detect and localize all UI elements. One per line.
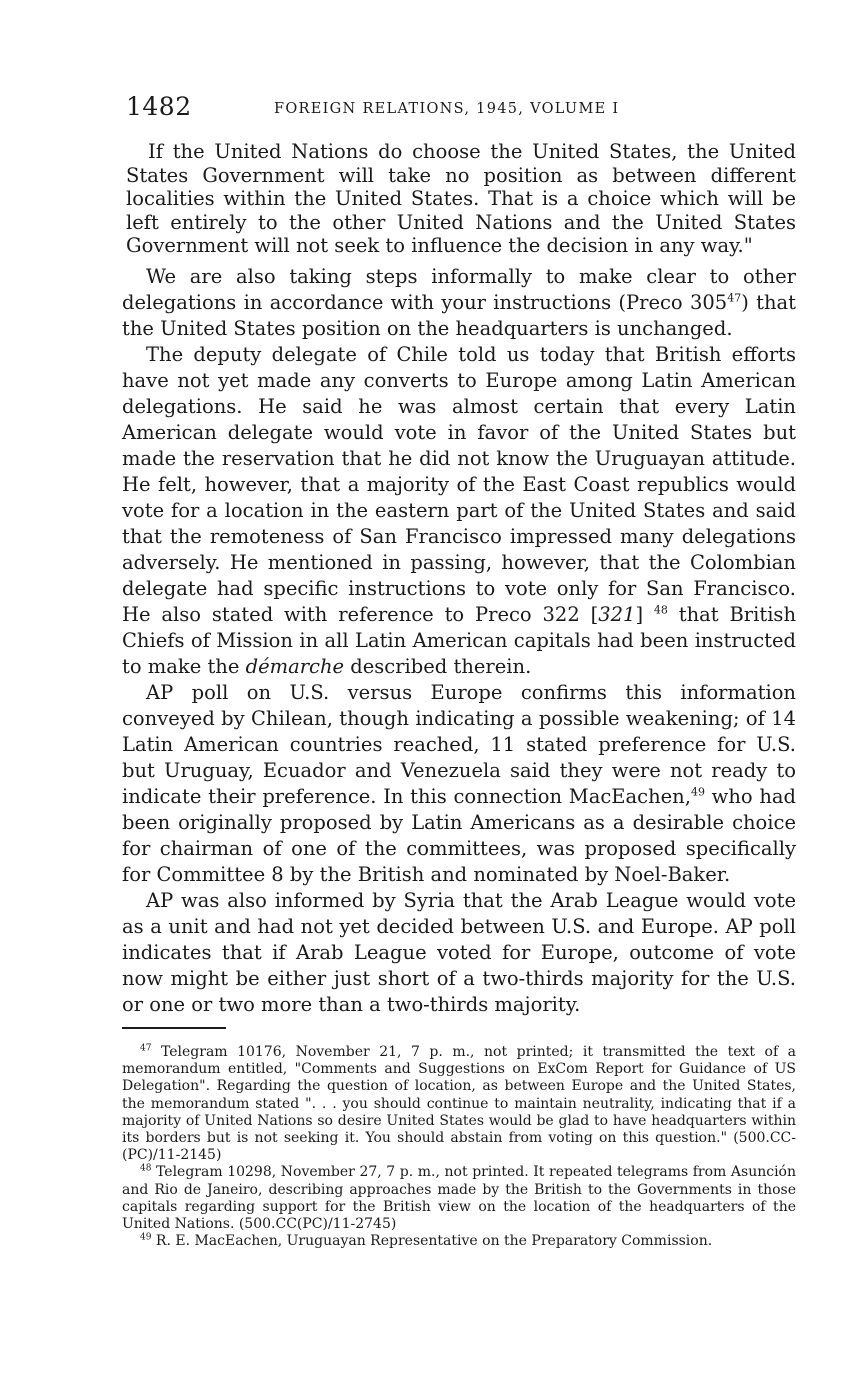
footnote-number: 47 xyxy=(140,1043,152,1054)
footnote-47 xyxy=(122,1044,796,1164)
paragraph-2-bracket-close: ] xyxy=(635,603,644,626)
paragraph-1-text-a: We are also taking steps informally to make clear to other delegations in accordance with your instructions (Preco 305 xyxy=(122,265,796,314)
paragraph-2-bracket-number: 321 xyxy=(598,603,636,626)
footnote-text: Telegram 10176, November 21, 7 p. m., not printed; it transmitted the text of a memorandum entitled, "Comments and Suggestions on ExCom Report for Guidance of US Delegation". Regarding the question of location, as between Europe and the United States, the memorandum stated ". . . you should continue to maintain neutrality, indicating that if a majority of United Nations so desire United States would be glad to have headquarters within its borders but is not seeking it. You should abstain from voting on this question." (500.CC-(PC)/11-2145) xyxy=(122,1044,797,1164)
footnote-number: 48 xyxy=(140,1163,152,1174)
page-number: 1482 xyxy=(126,92,192,121)
paragraph-2-text-a: The deputy delegate of Chile told us today that British efforts have not yet made any converts to Europe among Latin American delegations. He said he was almost certain that every Latin American delegate would vote in favor of the United States but made the reservation that he did not know the Uruguayan attitude. He felt, however, that a majority of the East Coast republics would vote for a location in the eastern part of the United States and said that the remoteness of San Francisco impressed many delegations adversely. He mentioned in passing, however, that the Colombian delegate had specific instructions to vote only for San Francisco. He also stated with reference to Preco 322 [ xyxy=(122,343,796,626)
footnote-ref-47[interactable]: 47 xyxy=(727,291,742,305)
paragraph-3-text-b: who had been originally proposed by Latin Americans as a desirable choice for chairman of one of the committees, was proposed specifically for Committee 8 by the British and nominated by Noel-Baker. xyxy=(122,785,796,886)
footnote-number: 49 xyxy=(140,1232,152,1243)
footnotes xyxy=(122,1044,796,1250)
running-head: FOREIGN RELATIONS, 1945, VOLUME I xyxy=(274,101,620,117)
paragraph-2-text-b: that British Chiefs of Mission in all Latin American capitals had been instructed to make the xyxy=(122,603,796,678)
paragraph-4: AP was also informed by Syria that the Arab League would vote as a unit and had not yet decided between U.S. and Europe. AP poll indicates that if Arab League voted for Europe, outcome of vote now might be either just short of a two-thirds majority for the U.S. or one or two more than a two-thirds majority. xyxy=(122,889,796,1016)
quoted-passage xyxy=(126,140,796,258)
footnote-text: R. E. MacEachen, Uruguayan Representative on the Preparatory Commission. xyxy=(155,1233,713,1250)
page-header xyxy=(126,92,796,122)
paragraph-1 xyxy=(122,264,796,342)
paragraph-1-text-b: ) that the United States position on the headquarters is unchanged. xyxy=(122,291,796,340)
paragraph-3 xyxy=(122,680,796,888)
quote-paragraph: If the United Nations do choose the United States, the United States Government will take no position as between different localities within the United States. That is a choice which will be left entirely to the other United Nations and the United States Government will not seek to influence the decision in any way." xyxy=(126,140,796,257)
paragraph-2-text-c: described therein. xyxy=(344,655,532,678)
footnote-49 xyxy=(122,1233,796,1250)
paragraph-2-italic-term: démarche xyxy=(245,655,345,678)
footnote-ref-48[interactable]: 48 xyxy=(653,603,668,617)
footnote-ref-49[interactable]: 49 xyxy=(690,785,705,799)
footnote-text: Telegram 10298, November 27, 7 p. m., not printed. It repeated telegrams from Asunción and Rio de Janeiro, describing approaches made by the British to the Governments in those capitals regarding support for the British view on the location of the headquarters of the United Nations. (500.CC(PC)/11-2745) xyxy=(122,1164,796,1233)
footnote-divider xyxy=(122,1027,226,1029)
footnote-48 xyxy=(122,1164,796,1233)
paragraph-3-text-a: AP poll on U.S. versus Europe confirms this information conveyed by Chilean, though indicating a possible weakening; of 14 Latin American countries reached, 11 stated preference for U.S. but Uruguay, Ecuador and Venezuela said they were not ready to indicate their preference. In this connection MacEachen, xyxy=(122,681,796,808)
paragraph-2 xyxy=(122,342,796,680)
body-text xyxy=(122,264,796,1018)
